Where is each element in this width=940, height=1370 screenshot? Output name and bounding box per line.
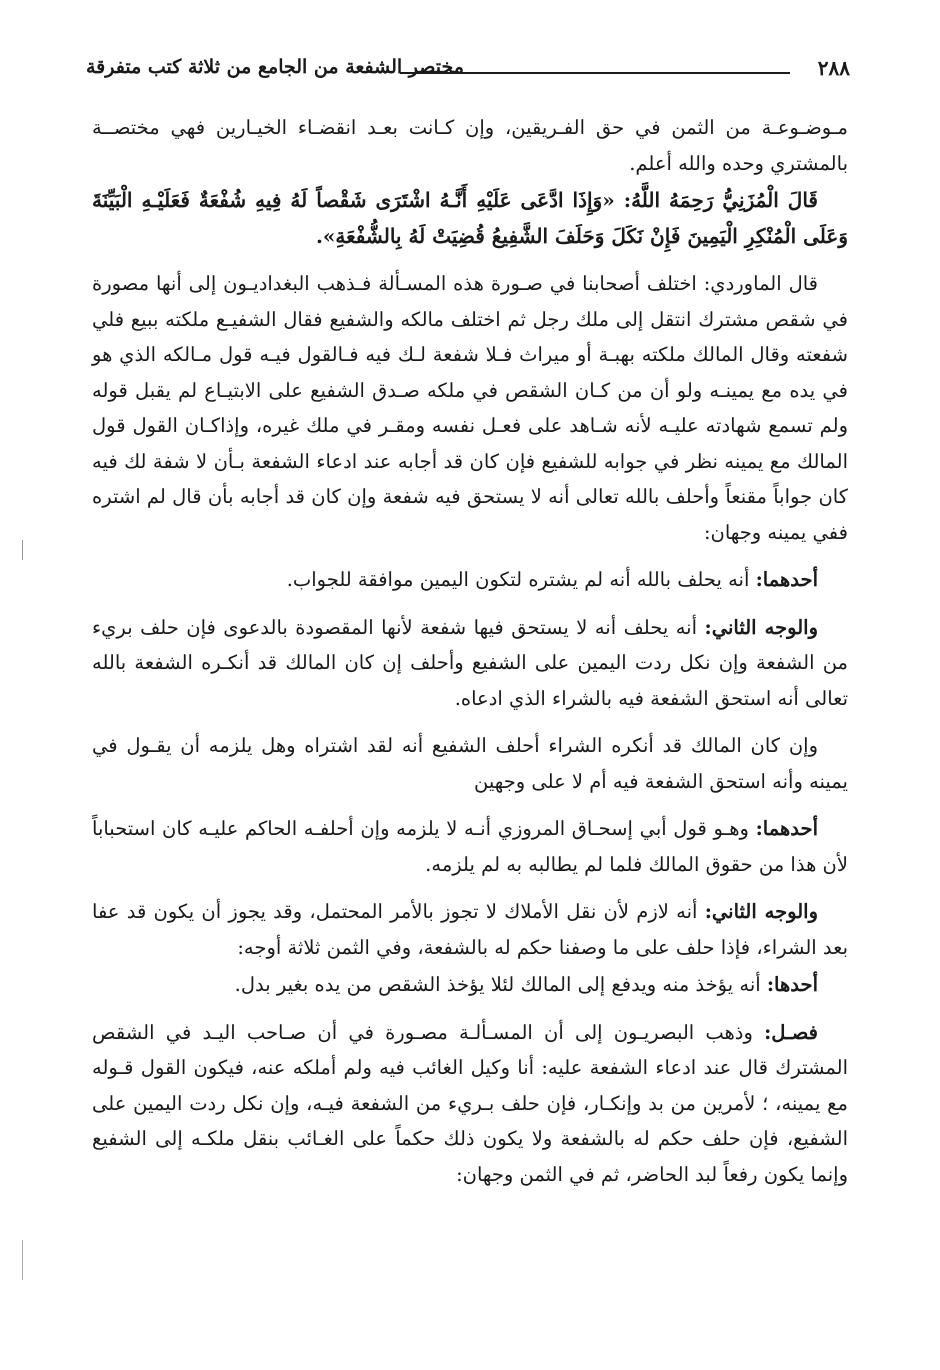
opinion-label: والوجه الثاني:: [704, 900, 818, 923]
quote-text: «وَإِذَا ادَّعَى عَلَيْهِ أَنَّـهُ اشْتَرَى شَقْصاً لَهُ فِيهِ شُفْعَةٌ فَعَلَيْـهِ الْبَيِّنَةَ وَعَلَى الْمُنْكِرِ الْيَمِينَ فَإِنْ نَكَلَ وَحَلَفَ الشَّفِيعُ قُضِيَتْ لَهُ بِالشُّفْعَةِ».: [92, 188, 848, 248]
section-label: فصـل:: [764, 1020, 818, 1044]
opinion-label: والوجه الثاني:: [704, 615, 818, 639]
opinion-label: أحدهما:: [755, 817, 818, 840]
price-first-option: أحدها: أنه يؤخذ منه ويدفع إلى المالك لئلا يؤخذ الشقص من يده بغير بدل.: [234, 973, 818, 996]
mawardi-commentary: قال الماوردي: اختلف أصحابنا في صـورة هذه المسـألة فـذهب البغداديـون إلى أنها مصورة في شقص مشترك انتقل إلى ملك رجل ثم اختلف مالكه والشفيع فقال الشفيـع ملكته ببيع فلي شفعته وقال المالك ملكته بهبـة أو ميراث فـلا شفعة لـك فيه فـالقول فيـه قول مـالكه الذي هو في يده مع يمينـه ولو أن من كـان الشقص في ملكه صـدق الشفيع على الابتيـاع لم يقبل قوله ولم تسمع شهادته عليـه لأنه شـاهد على فعـل نفسه ومقـر في ملك غيره، وإذاكـان القول قول المالك مع يمينه نظر في جوابه للشفيع فإن كان قد أجابه عند ادعاء الشفعة بـأن لا شفة لك فيه كان جواباً مقنعاً وأحلف بالله تعالى أنه لا يستحق فيه شفعة وإن كان قد أجابه بأن قال لم اشتره ففي يمينه وجهان:: [92, 272, 848, 544]
mukhtasar-quote: [92, 183, 848, 254]
fasl-section: فصـل: وذهب البصريـون إلى أن المسـألـة مصـورة في أن صـاحب اليـد في الشقص المشترك قال عند ادعاء الشفعة عليه: أنا وكيل الغائب فيه ولم أملكه عنه، فيكون القول قـوله مع يمينه، ؛ لأمرين من بد وإنكـار، فإن حلف بـريء من الشفعة فيـه، وإن نكل ردت اليمين على الشفيع، فإن حلف حكم له بالشفعة ولا يكون ذلك حكماً على الغـائب بنقل ملكـه إلى الشفيع وإنما يكون رفعاً لبد الحاضر، ثم في الثمن وجهان:: [92, 1020, 848, 1186]
purchase-denial-paragraph: وإن كان المالك قد أنكره الشراء أحلف الشفيع أنه لقد اشتراه وهل يلزمه أن يقـول في يمينه وأنه استحق الشفعة فيه أم لا على وجهين: [92, 734, 848, 793]
paragraph-continuation: مـوضـوعـة من الثمن في حق الفـريقين، وإن كـانت بعـد انقضـاء الخيـارين فهي مختصــة بالمشتري وحده والله أعلم.: [92, 116, 848, 175]
opinion-label: أحدهما:: [755, 568, 818, 591]
running-title: مختصر الشفعة من الجامع من ثلاثة كتب متفرقة: [86, 56, 464, 78]
second-opinion-b: والوجه الثاني: أنه لازم لأن نقل الأملاك لا تجوز بالأمر المحتمل، وقد يجوز أن يكون قد عفا بعد الشراء، فإذا حلف على ما وصفنا حكم له بالشفعة، وفي الثمن ثلاثة أوجه:: [92, 900, 848, 959]
opinion-label: أحدها:: [766, 973, 818, 996]
scan-margin-mark: [22, 1240, 23, 1280]
body-text: [92, 110, 848, 1204]
page-header: [86, 56, 850, 92]
first-opinion-b: أحدهما: وهـو قول أبي إسحـاق المروزي أنـه لا يلزمه وإن أحلفـه الحاكم عليـه كان استحباباً لأن هذا من حقوق المالك فلما لم يطالبه به لم يلزمه.: [92, 817, 848, 876]
second-opinion: والوجه الثاني: أنه يحلف أنه لا يستحق فيها شفعة لأنها المقصودة بالدعوى فإن حلف بريء من الشفعة وإن نكل ردت اليمين على الشفيع وأحلف إن كان المالك قد أنكـره الشفعة بالله تعالى أنه استحق الشفعة فيه بالشراء الذي ادعاه.: [92, 615, 848, 710]
page-number: ٢٨٨: [817, 56, 850, 80]
quote-lead: قَالَ الْمُزَنِيُّ رَحِمَهُ اللَّهُ:: [623, 188, 818, 212]
first-opinion: أحدهما: أنه يحلف بالله أنه لم يشتره لتكون اليمين موافقة للجواب.: [286, 568, 818, 591]
scan-margin-mark: [22, 540, 23, 560]
